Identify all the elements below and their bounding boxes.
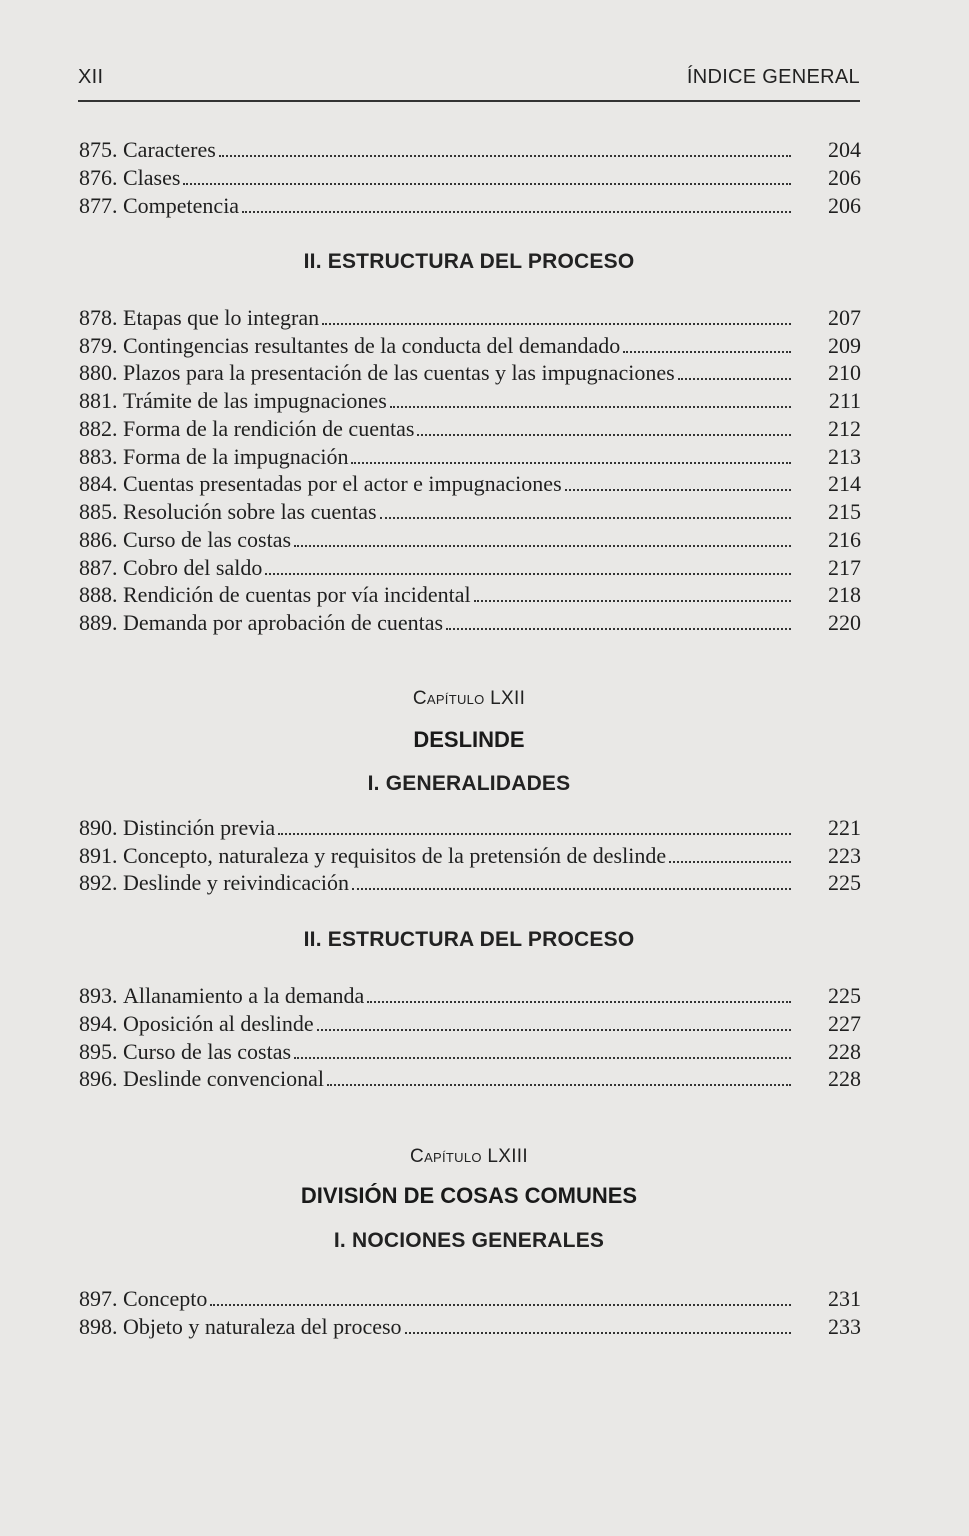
entry-number: 898. <box>79 1314 118 1339</box>
entry-number: 880. <box>79 360 118 385</box>
entry-number: 895. <box>79 1039 118 1064</box>
toc-entry <box>79 842 861 870</box>
entry-title: Curso de las costas <box>123 527 292 552</box>
dot-leader <box>210 1303 791 1306</box>
dot-leader <box>294 544 791 547</box>
entry-page: 225 <box>828 983 861 1008</box>
entry-number: 891. <box>79 843 118 868</box>
dot-leader <box>352 887 791 890</box>
entry-number: 890. <box>79 815 118 840</box>
entry-page: 228 <box>828 1039 861 1064</box>
entry-page: 228 <box>828 1066 861 1091</box>
entry-page: 227 <box>828 1011 861 1036</box>
section-heading: II. ESTRUCTURA DEL PROCESO <box>303 250 635 273</box>
dot-leader <box>405 1331 791 1334</box>
entry-title: Distinción previa <box>123 815 276 840</box>
entry-number: 876. <box>79 165 118 190</box>
entry-title: Forma de la rendición de cuentas <box>123 416 415 441</box>
toc-entry <box>79 359 861 387</box>
toc-entry <box>79 1285 861 1313</box>
dot-leader <box>474 599 791 602</box>
dot-leader <box>265 572 791 575</box>
chapter-title: DIVISIÓN DE COSAS COMUNES <box>300 1183 638 1208</box>
dot-leader <box>322 322 791 325</box>
entry-number: 894. <box>79 1011 118 1036</box>
toc-entry <box>79 304 861 332</box>
dot-leader <box>678 377 791 380</box>
entry-page: 207 <box>828 305 861 330</box>
entry-page: 225 <box>828 870 861 895</box>
entry-number: 883. <box>79 444 118 469</box>
entry-page: 206 <box>828 193 861 218</box>
entry-title: Forma de la impugnación <box>123 444 349 469</box>
entry-page: 217 <box>828 555 861 580</box>
toc-entry <box>79 869 861 897</box>
entry-title: Caracteres <box>123 137 216 162</box>
entry-page: 214 <box>828 471 861 496</box>
entry-number: 877. <box>79 193 118 218</box>
dot-leader <box>278 832 791 835</box>
entry-number: 889. <box>79 610 118 635</box>
toc-entry <box>79 609 861 637</box>
entry-title: Contingencias resultantes de la conducta del demandado <box>123 333 621 358</box>
toc-entry <box>79 1038 861 1066</box>
entry-title: Concepto, naturaleza y requisitos de la pretensión de deslinde <box>123 843 667 868</box>
entry-title: Plazos para la presentación de las cuentas y las impugnaciones <box>123 360 675 385</box>
toc-entry <box>79 554 861 582</box>
entry-number: 888. <box>79 582 118 607</box>
entry-page: 221 <box>828 815 861 840</box>
dot-leader <box>390 405 791 408</box>
toc-entry <box>79 581 861 609</box>
entry-number: 875. <box>79 137 118 162</box>
entry-page: 213 <box>828 444 861 469</box>
dot-leader <box>446 627 791 630</box>
dot-leader <box>294 1056 791 1059</box>
entry-number: 879. <box>79 333 118 358</box>
entry-title: Rendición de cuentas por vía incidental <box>123 582 471 607</box>
entry-number: 882. <box>79 416 118 441</box>
dot-leader <box>380 516 791 519</box>
dot-leader <box>219 154 791 157</box>
toc-entry <box>79 470 861 498</box>
toc-entry <box>79 1065 861 1093</box>
entry-page: 211 <box>828 388 861 413</box>
dot-leader <box>183 182 791 185</box>
entry-number: 892. <box>79 870 118 895</box>
entry-page: 215 <box>828 499 861 524</box>
dot-leader <box>623 350 791 353</box>
entry-number: 881. <box>79 388 118 413</box>
dot-leader <box>417 433 791 436</box>
chapter-label: Capítulo LXIII <box>410 1146 528 1167</box>
dot-leader <box>367 1000 791 1003</box>
entry-title: Concepto <box>123 1286 208 1311</box>
dot-leader <box>327 1083 791 1086</box>
running-header <box>78 66 860 89</box>
page-number-roman: XII <box>78 66 104 88</box>
entry-page: 212 <box>828 416 861 441</box>
section-heading: I. GENERALIDADES <box>367 772 571 795</box>
entry-title: Oposición al deslinde <box>123 1011 314 1036</box>
entry-title: Cobro del saldo <box>123 555 263 580</box>
entry-page: 206 <box>828 165 861 190</box>
chapter-title: DESLINDE <box>413 727 525 752</box>
entry-title: Resolución sobre las cuentas <box>123 499 377 524</box>
dot-leader <box>565 488 791 491</box>
entry-number: 896. <box>79 1066 118 1091</box>
section-heading: II. ESTRUCTURA DEL PROCESO <box>303 928 635 951</box>
toc-entry <box>79 1313 861 1341</box>
entry-title: Etapas que lo integran <box>123 305 320 330</box>
section-heading: I. NOCIONES GENERALES <box>333 1229 605 1252</box>
toc-entry <box>79 164 861 192</box>
entry-page: 210 <box>828 360 861 385</box>
entry-page: 209 <box>828 333 861 358</box>
toc-entry <box>79 332 861 360</box>
entry-page: 204 <box>828 137 861 162</box>
entry-number: 884. <box>79 471 118 496</box>
toc-entry <box>79 443 861 471</box>
entry-page: 233 <box>828 1314 861 1339</box>
running-title: ÍNDICE GENERAL <box>686 66 860 88</box>
entry-title: Cuentas presentadas por el actor e impugnaciones <box>123 471 562 496</box>
chapter-label: Capítulo LXII <box>412 688 526 709</box>
entry-page: 220 <box>828 610 861 635</box>
entry-title: Competencia <box>123 193 240 218</box>
entry-page: 218 <box>828 582 861 607</box>
header-rule <box>78 100 860 102</box>
entry-title: Deslinde convencional <box>123 1066 324 1091</box>
dot-leader <box>242 210 791 213</box>
toc-entry <box>79 814 861 842</box>
entry-title: Clases <box>123 165 181 190</box>
entry-title: Trámite de las impugnaciones <box>123 388 387 413</box>
entry-number: 897. <box>79 1286 118 1311</box>
dot-leader <box>669 860 791 863</box>
entry-page: 231 <box>828 1286 861 1311</box>
entry-number: 885. <box>79 499 118 524</box>
toc-entry <box>79 192 861 220</box>
toc-entry <box>79 982 861 1010</box>
entry-number: 893. <box>79 983 118 1008</box>
entry-title: Objeto y naturaleza del proceso <box>123 1314 402 1339</box>
entry-page: 223 <box>828 843 861 868</box>
toc-entry <box>79 1010 861 1038</box>
entry-title: Demanda por aprobación de cuentas <box>123 610 444 635</box>
entry-title: Allanamiento a la demanda <box>123 983 365 1008</box>
entry-title: Deslinde y reivindicación <box>123 870 350 895</box>
toc-entry <box>79 415 861 443</box>
dot-leader <box>351 461 791 464</box>
toc-entry <box>79 136 861 164</box>
entry-page: 216 <box>828 527 861 552</box>
entry-number: 886. <box>79 527 118 552</box>
dot-leader <box>317 1028 791 1031</box>
entry-number: 887. <box>79 555 118 580</box>
entry-number: 878. <box>79 305 118 330</box>
toc-entry <box>79 387 861 415</box>
toc-entry <box>79 498 861 526</box>
toc-entry <box>79 526 861 554</box>
entry-title: Curso de las costas <box>123 1039 292 1064</box>
